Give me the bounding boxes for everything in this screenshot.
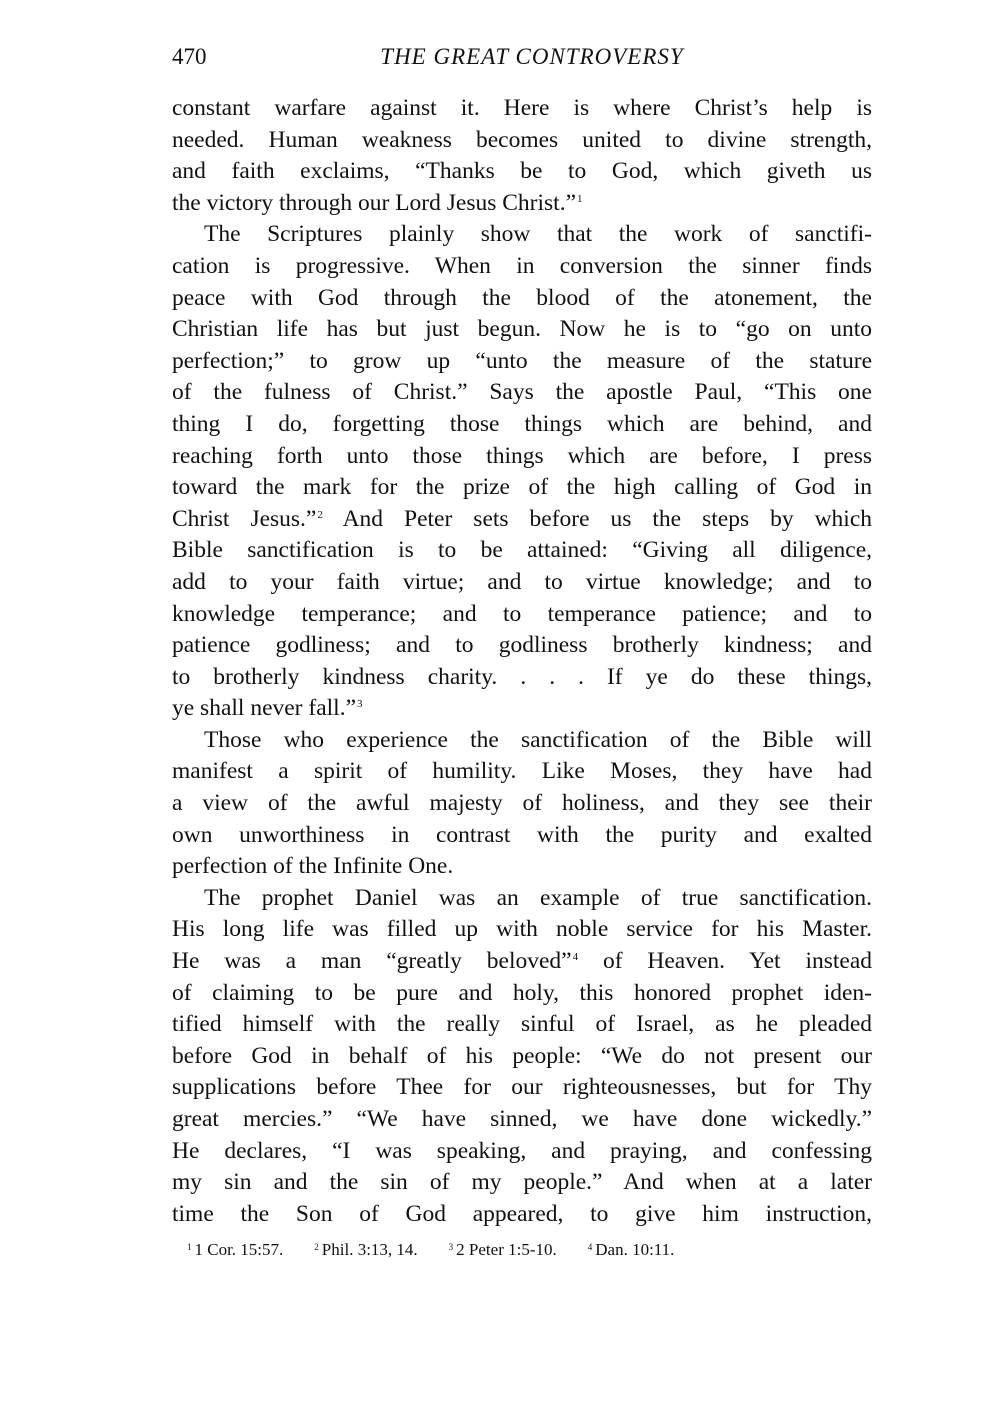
text-line: [172, 1199, 872, 1231]
text-line: [172, 820, 872, 852]
text-run: of Heaven. Yet instead: [578, 948, 872, 975]
text-line: [172, 756, 872, 788]
paragraph: [172, 883, 872, 1231]
text-line: [172, 851, 872, 883]
text-line: [172, 883, 872, 915]
text-run: His long life was filled up with noble service for his Master.: [172, 916, 872, 943]
text-run: toward the mark for the prize of the high calling of God in: [172, 474, 872, 501]
text-line: [172, 535, 872, 567]
text-run: perfection;” to grow up “unto the measure of the stature: [172, 347, 872, 374]
text-run: to brotherly kindness charity. . . . If ye do these things,: [172, 663, 872, 690]
footnote-reference: 4: [572, 951, 579, 964]
text-run: patience godliness; and to godliness brotherly kindness; and: [172, 632, 872, 659]
text-run: Those who experience the sanctification of the Bible will: [204, 726, 872, 753]
text-run: knowledge temperance; and to temperance patience; and to: [172, 600, 872, 627]
paragraph: [172, 219, 872, 725]
text-line: [172, 1072, 872, 1104]
footnote-text: Phil. 3:13, 14.: [321, 1240, 418, 1259]
text-line: [172, 377, 872, 409]
footnote-reference: 3: [357, 698, 363, 711]
text-line: [172, 409, 872, 441]
text-line: [172, 599, 872, 631]
text-run: He was a man “greatly beloved”: [172, 948, 572, 975]
text-line: [172, 314, 872, 346]
footnotes: [186, 1240, 866, 1260]
text-line: [172, 914, 872, 946]
paragraph: [172, 725, 872, 883]
text-run: add to your faith virtue; and to virtue knowledge; and to: [172, 568, 872, 595]
text-run: Bible sanctification is to be attained: “Giving all diligence,: [172, 537, 872, 564]
footnote-mark: 1: [187, 1242, 192, 1252]
running-header: [172, 44, 872, 74]
text-run: Christ Jesus.”: [172, 505, 317, 532]
running-title: THE GREAT CONTROVERSY: [380, 44, 684, 69]
text-line: [172, 788, 872, 820]
footnote-mark: 3: [448, 1242, 454, 1252]
text-line: [172, 283, 872, 315]
text-line: [172, 504, 872, 536]
text-run: great mercies.” “We have sinned, we have done wickedly.”: [172, 1106, 872, 1132]
text-run: thing I do, forgetting those things which are behind, and: [172, 410, 872, 437]
text-run: The Scriptures plainly show that the work of sanctifi-: [204, 221, 872, 248]
text-line: [172, 441, 872, 473]
text-line: [172, 1167, 872, 1199]
text-run: constant warfare against it. Here is where Christ’s help is: [172, 95, 872, 121]
text-run: He declares, “I was speaking, and praying, and confessing: [172, 1137, 872, 1164]
text-line: [172, 156, 872, 188]
text-run: peace with God through the blood of the atonement, the: [172, 284, 872, 311]
page-number: 470: [172, 44, 207, 69]
footnote-reference: 2: [317, 508, 323, 521]
paragraph: [172, 93, 872, 219]
text-run: perfection of the Infinite One.: [172, 853, 454, 880]
footnote-text: 1 Cor. 15:57.: [194, 1240, 284, 1259]
text-line: [172, 1041, 872, 1073]
text-line: [172, 1136, 872, 1168]
text-line: [172, 93, 872, 125]
text-run: the victory through our Lord Jesus Christ.”: [172, 189, 577, 216]
text-run: manifest a spirit of humility. Like Moses, they have had: [172, 758, 872, 785]
footnote-text: 2 Peter 1:5-10.: [456, 1240, 557, 1259]
text-run: of the fulness of Christ.” Says the apostle Paul, “This one: [172, 379, 872, 406]
footnote: [186, 1240, 283, 1260]
text-run: The prophet Daniel was an example of true sanctification.: [204, 884, 872, 911]
text-run: reaching forth unto those things which are before, I press: [172, 442, 872, 469]
text-run: own unworthiness in contrast with the purity and exalted: [172, 821, 872, 848]
text-line: [172, 693, 872, 725]
text-line: [172, 567, 872, 599]
body-text: [172, 93, 872, 1230]
text-line: [172, 978, 872, 1010]
text-run: supplications before Thee for our righteousnesses, but for Thy: [172, 1074, 872, 1101]
text-line: [172, 188, 872, 220]
text-line: [172, 662, 872, 694]
text-line: [172, 1009, 872, 1041]
footnote-text: Dan. 10:11.: [595, 1240, 675, 1259]
text-run: cation is progressive. When in conversion the sinner finds: [172, 252, 872, 279]
text-line: [172, 125, 872, 157]
text-run: before God in behalf of his people: “We do not present our: [172, 1042, 872, 1069]
text-run: of claiming to be pure and holy, this honored prophet iden-: [172, 979, 872, 1006]
footnote-mark: 4: [587, 1242, 593, 1252]
text-run: And Peter sets before us the steps by which: [322, 505, 872, 532]
text-line: [172, 1104, 872, 1136]
text-line: [172, 725, 872, 757]
text-run: tified himself with the really sinful of Israel, as he pleaded: [172, 1011, 872, 1038]
text-run: Christian life has but just begun. Now he is to “go on unto: [172, 316, 872, 343]
text-line: [172, 251, 872, 283]
footnote-reference: 1: [577, 192, 583, 205]
text-line: [172, 219, 872, 251]
text-line: [172, 346, 872, 378]
text-run: needed. Human weakness becomes united to divine strength,: [172, 126, 872, 153]
text-run: a view of the awful majesty of holiness, and they see their: [172, 790, 872, 817]
text-run: my sin and the sin of my people.” And when at a later: [172, 1169, 872, 1196]
text-run: time the Son of God appeared, to give him instruction,: [172, 1200, 872, 1227]
text-run: ye shall never fall.”: [172, 695, 356, 722]
text-run: and faith exclaims, “Thanks be to God, which giveth us: [172, 158, 872, 185]
footnote: [313, 1240, 417, 1260]
text-line: [172, 630, 872, 662]
footnote: [448, 1240, 557, 1260]
text-line: [172, 946, 872, 978]
text-line: [172, 472, 872, 504]
footnote: [587, 1240, 675, 1260]
footnote-mark: 2: [314, 1242, 319, 1252]
